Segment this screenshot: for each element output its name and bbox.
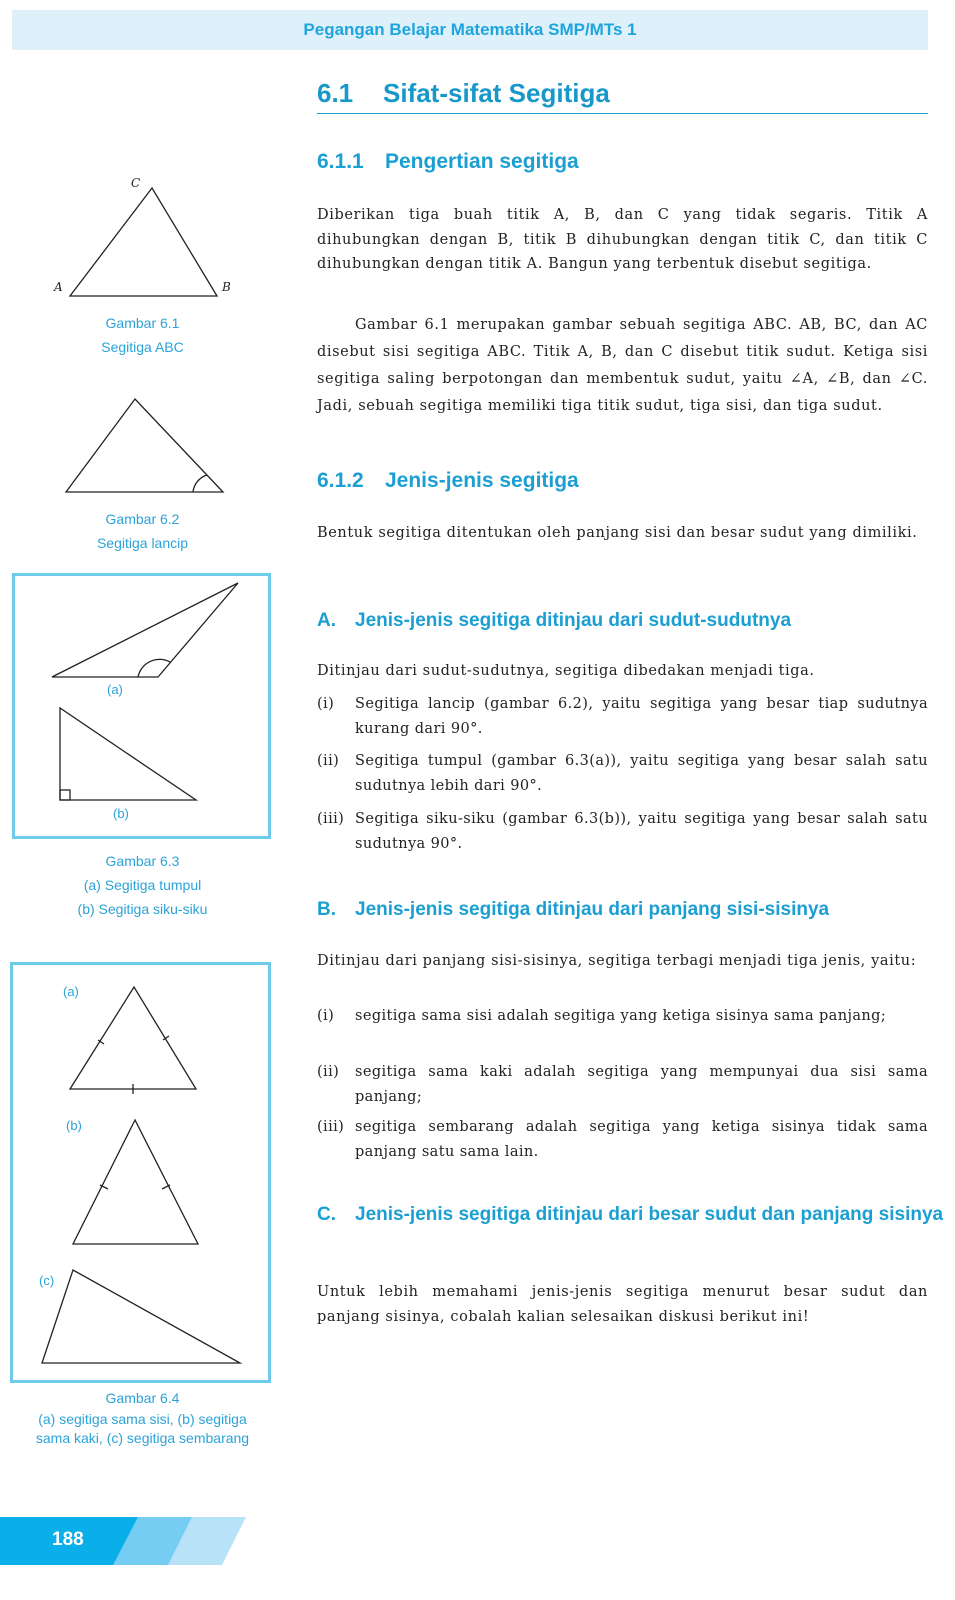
list-text: Segitiga siku-siku (gambar 6.3(b)), yaitu segitiga yang besar salah satu sudutnya 90°.: [355, 811, 928, 852]
caption-text: (a) Segitiga tumpul: [83, 877, 202, 893]
right-triangle: [60, 708, 196, 800]
subfigure-label: (b): [113, 806, 129, 821]
vertex-label-c: C: [131, 176, 141, 190]
paragraph: Untuk lebih memahami jenis-jenis segitiga menurut besar sudut dan panjang sisinya, cobalah kalian selesaikan diskusi berikut ini!: [317, 1284, 928, 1325]
list-text: segitiga sama kaki adalah segitiga yang mempunyai dua sisi sama panjang;: [355, 1064, 928, 1105]
paragraph: Gambar 6.1 merupakan gambar sebuah segitiga ABC. AB, BC, dan AC disebut sisi segitiga ABC. Titik A, B, dan C disebut titik sudut. Ketiga sisi segitiga saling berpotongan dan membentuk sudut, yaitu ∠A, ∠B, dan ∠C. Jadi, sebuah segitiga memiliki tiga titik sudut, tiga sisi, dan tiga sudut.: [317, 317, 928, 414]
subfigure-label: (a): [63, 984, 79, 999]
subsection-title: Pengertian segitiga: [385, 150, 579, 173]
caption-title: Gambar 6.2: [105, 511, 180, 527]
footer-band: [0, 1517, 260, 1565]
obtuse-triangle: [52, 583, 238, 677]
caption-title: Gambar 6.4: [105, 1390, 180, 1406]
list-item: [317, 1004, 928, 1029]
paragraph: Diberikan tiga buah titik A, B, dan C yang tidak segaris. Titik A dihubungkan dengan B, titik B dihubungkan dengan titik C, dan titik C dihubungkan dengan titik A. Bangun yang terbentuk disebut segitiga.: [317, 207, 928, 272]
list-marker: (i): [317, 1008, 335, 1024]
list-item: [317, 692, 928, 741]
caption-title: Gambar 6.3: [105, 853, 180, 869]
list-marker: (ii): [317, 753, 340, 769]
subsection-heading-611: [317, 150, 579, 174]
heading-title: Jenis-jenis segitiga ditinjau dari panjang sisi-sisinya: [355, 899, 830, 920]
figure-caption: [0, 1386, 285, 1448]
equal-tick-marks: [98, 1036, 169, 1094]
angle-arc: [193, 475, 207, 492]
list-text: segitiga sembarang adalah segitiga yang ketiga sisinya tidak sama panjang satu sama lain.: [355, 1119, 928, 1160]
figure-caption: [0, 507, 285, 555]
equilateral-triangle: [70, 987, 196, 1089]
equal-tick-marks: [100, 1185, 170, 1189]
page-footer: [0, 1517, 260, 1565]
heading-title: Jenis-jenis segitiga ditinjau dari besar sudut dan panjang sisinya: [355, 1204, 944, 1225]
section-title: Sifat-sifat Segitiga: [383, 78, 610, 108]
caption-text: (a) segitiga sama sisi, (b) segitiga: [38, 1411, 247, 1427]
acute-triangle: [66, 399, 223, 492]
caption-text: (b) Segitiga siku-siku: [77, 901, 208, 917]
heading-b: [317, 896, 955, 923]
vertex-label-b: B: [222, 280, 231, 294]
figure-caption: [0, 849, 285, 921]
caption-text: sama kaki, (c) segitiga sembarang: [35, 1430, 250, 1446]
subfigure-label: (b): [66, 1118, 82, 1133]
list-text: segitiga sama sisi adalah segitiga yang ketiga sisinya sama panjang;: [355, 1008, 887, 1024]
section-number: 6.1: [317, 78, 354, 108]
list-marker: (iii): [317, 1119, 345, 1135]
paragraph: Ditinjau dari panjang sisi-sisinya, segitiga terbagi menjadi tiga jenis, yaitu:: [317, 953, 917, 969]
figure-caption: [0, 311, 285, 359]
paragraph: Bentuk segitiga ditentukan oleh panjang sisi dan besar sudut yang dimiliki.: [317, 525, 918, 541]
subsection-number: 6.1.2: [317, 469, 364, 492]
list-item: [317, 1115, 928, 1164]
isosceles-triangle: [73, 1120, 198, 1244]
heading-a: [317, 607, 955, 634]
list-marker: (ii): [317, 1064, 340, 1080]
caption-title: Gambar 6.1: [105, 315, 180, 331]
subsection-number: 6.1.1: [317, 150, 364, 173]
list-item: [317, 749, 928, 798]
subfigure-label: (c): [39, 1273, 55, 1288]
list-item: [317, 1060, 928, 1109]
list-marker: (iii): [317, 811, 345, 827]
list-item: [317, 807, 928, 856]
section-heading: [317, 78, 928, 114]
list-text: Segitiga tumpul (gambar 6.3(a)), yaitu segitiga yang besar salah satu sudutnya lebih dari 90°.: [355, 753, 928, 794]
caption-text: Segitiga ABC: [101, 339, 184, 355]
right-angle-mark: [60, 790, 70, 800]
subfigure-label: (a): [107, 682, 123, 697]
heading-c: [317, 1201, 955, 1228]
subsection-title: Jenis-jenis segitiga: [385, 469, 579, 492]
heading-title: Jenis-jenis segitiga ditinjau dari sudut-sudutnya: [355, 610, 792, 631]
list-marker: (i): [317, 696, 335, 712]
paragraph: Ditinjau dari sudut-sudutnya, segitiga dibedakan menjadi tiga.: [317, 663, 815, 679]
book-title: Pegangan Belajar Matematika SMP/MTs 1: [303, 20, 637, 39]
vertex-label-a: A: [54, 280, 63, 294]
scalene-triangle: [42, 1270, 240, 1363]
page-number: 188: [52, 1529, 84, 1550]
subsection-heading-612: [317, 469, 579, 493]
heading-marker: B.: [317, 899, 336, 920]
heading-marker: C.: [317, 1204, 336, 1225]
heading-marker: A.: [317, 610, 336, 631]
caption-text: Segitiga lancip: [96, 535, 189, 551]
triangle-abc: [70, 188, 217, 296]
list-text: Segitiga lancip (gambar 6.2), yaitu segitiga yang besar tiap sudutnya kurang dari 90°.: [355, 696, 928, 737]
